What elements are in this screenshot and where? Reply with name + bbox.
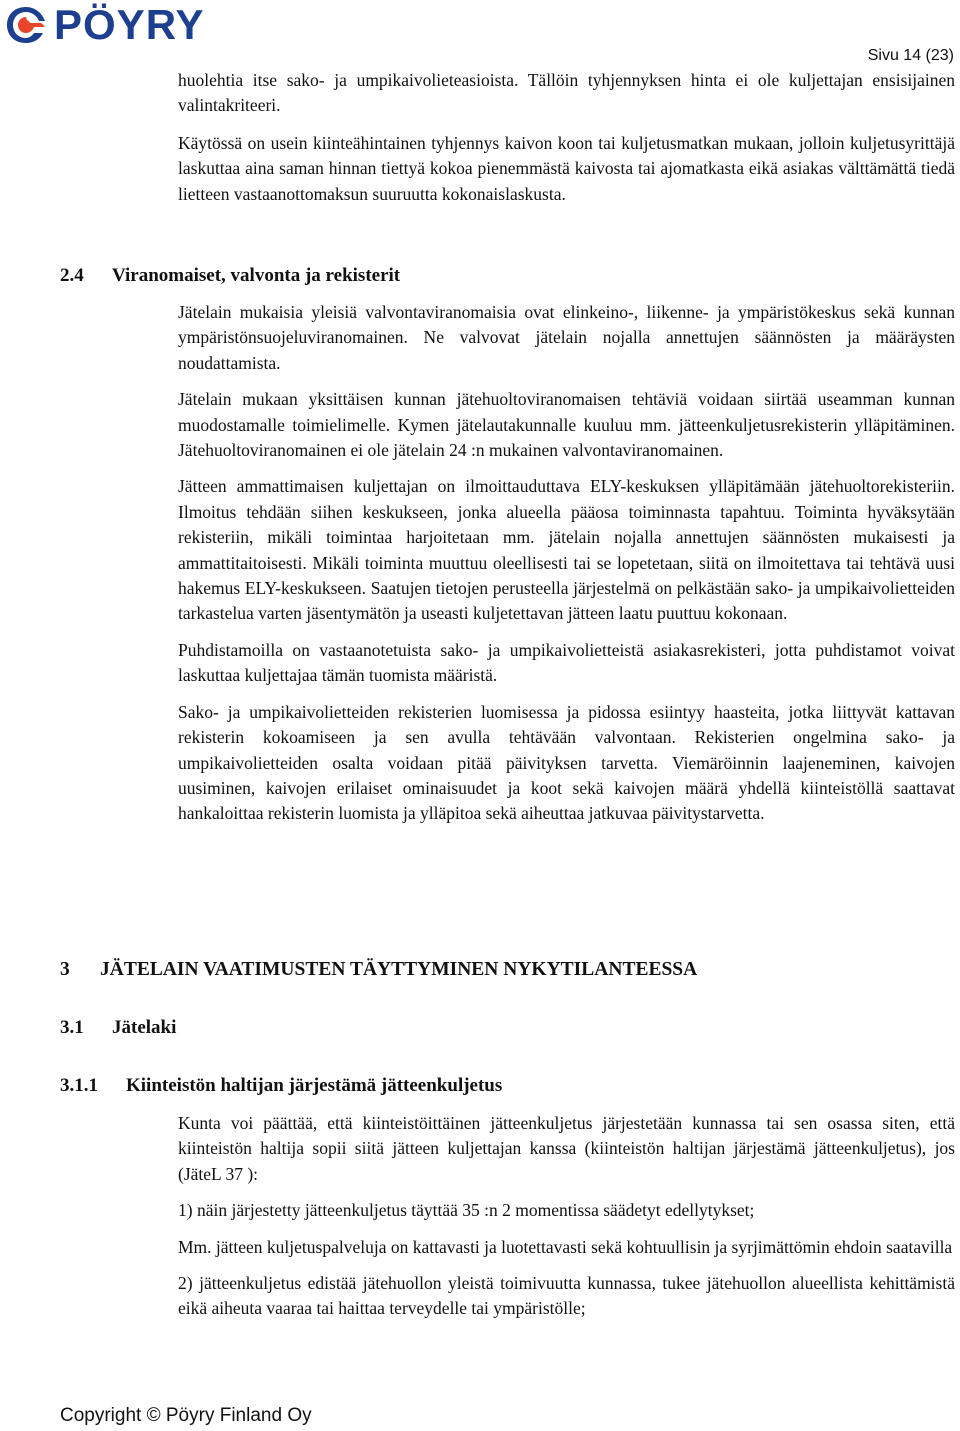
list-item: 2) jätteenkuljetus edistää jätehuollon yleistä toimivuutta kunnassa, tukee jätehuollon alueellista kehittämistä eikä aiheuta vaaraa tai haittaa terveydelle tai ympäristölle; bbox=[178, 1273, 955, 1319]
section-heading-3-1-1 bbox=[60, 1075, 502, 1097]
section-number: 3.1.1 bbox=[60, 1075, 98, 1096]
section-heading-2-4 bbox=[60, 265, 400, 287]
section-title: Kiinteistön haltijan järjestämä jätteenkuljetus bbox=[126, 1075, 503, 1096]
section-3-1-1-body bbox=[178, 1111, 955, 1322]
paragraph: Sako- ja umpikaivolietteiden rekisterien luomisessa ja pidossa esiintyy haasteita, jotka liittyvät kattavan rekisterin kokoamiseen ja sen avulla tehtävään valvontaan. Rekisterien ongelmina sako- ja umpikaivolietteiden osalta voidaan pitää päivityksen tarvetta. Viemäröinnin laajeneminen, kaivojen uusiminen, kaivojen erilaiset ominaisuudet ja koot sekä kaivojen määrä yhdellä kiinteistöllä saattavat hankaloittaa rekisterin luomista ja ylläpitoa sekä aiheuttaa jatkuvaa päivitystarvetta. bbox=[178, 701, 955, 824]
paragraph: Jätelain mukaan yksittäisen kunnan jätehuoltoviranomaisen tehtäviä voidaan siirtää useamman kunnan muodostamalle toimielimelle. Kymen jätelautakunnalle kuuluu mm. jätteenkuljetusrekisterin ylläpitäminen. Jätehuoltoviranomainen ei ole jätelain 24 :n mukainen valvontaviranomainen. bbox=[178, 389, 955, 461]
footer-copyright: Copyright © Pöyry Finland Oy bbox=[60, 1405, 312, 1426]
paragraph: Mm. jätteen kuljetuspalveluja on kattavasti ja luotettavasti sekä kohtuullisin ja syrjimättömin ehdoin saatavilla bbox=[178, 1236, 953, 1257]
section-number: 2.4 bbox=[60, 265, 84, 286]
paragraph: Käytössä on usein kiinteähintainen tyhjennys kaivon koon tai kuljetusmatkan mukaan, jolloin kuljetusyrittäjä laskuttaa aina saman hinnan tiettyä kokoa pienemmästä kaivosta tai ajomatkasta eikä asiakas välttämättä tiedä lietteen vastaanottomaksun suuruutta kokonaislaskusta. bbox=[178, 132, 955, 204]
logo-wordmark: PÖYRY bbox=[54, 1, 205, 48]
paragraph: Kunta voi päättää, että kiinteistöittäinen jätteenkuljetus järjestetään kunnassa tai sen osassa siten, että kiinteistön haltija sopii siitä jätteen kuljettajan kanssa (kiinteistön haltijan järjestämä jätteenkuljetus), jos (JäteL 37 ): bbox=[178, 1113, 955, 1184]
chapter-heading-3 bbox=[60, 959, 697, 981]
intro-text bbox=[178, 68, 955, 207]
section-title: JÄTELAIN VAATIMUSTEN TÄYTTYMINEN NYKYTILANTEESSA bbox=[100, 959, 698, 980]
section-title: Jätelaki bbox=[112, 1017, 177, 1038]
section-number: 3 bbox=[60, 959, 70, 980]
section-number: 3.1 bbox=[60, 1017, 84, 1038]
paragraph: Jätelain mukaisia yleisiä valvontaviranomaisia ovat elinkeino-, liikenne- ja ympäristökeskus sekä kunnan ympäristönsuojeluviranomainen. Ne valvovat jätelain nojalla annettujen säännösten ja määräysten noudattamista. bbox=[178, 302, 955, 373]
paragraph: huolehtia itse sako- ja umpikaivolieteasioista. Tällöin tyhjennyksen hinta ei ole kuljettajan ensisijainen valintakriteeri. bbox=[178, 70, 955, 116]
poyry-swirl-icon bbox=[4, 4, 48, 46]
list-item: 1) näin järjestetty jätteenkuljetus täyttää 35 :n 2 momentissa säädetyt edellytykset; bbox=[178, 1200, 755, 1221]
section-heading-3-1 bbox=[60, 1017, 176, 1039]
section-2-4-body bbox=[178, 300, 955, 827]
paragraph: Jätteen ammattimaisen kuljettajan on ilmoittauduttava ELY-keskuksen ylläpitämään jätehuoltorekisteriin. Ilmoitus tehdään siihen keskukseen, jonka alueella pääosa toiminnasta tapahtuu. Toiminta hyväksytään rekisteriin, mikäli toimintaa harjoitetaan mm. jätelain nojalla annettujen säännösten mukaisesti ja ammattitaitoisesti. Mikäli toiminta muuttuu oleellisesti tai se lopetetaan, siitä on ilmoitettava tai tehtävä uusi hakemus ELY-keskukseen. Saatujen tietojen perusteella järjestelmä on pelkästään sako- ja umpikaivolietteiden tarkastelua varten jäsentymätön ja useasti kuljetettavan jätteen laatu puuttuu kokonaan. bbox=[178, 476, 955, 624]
section-title: Viranomaiset, valvonta ja rekisterit bbox=[112, 265, 401, 286]
company-logo bbox=[4, 1, 205, 48]
page-number: Sivu 14 (23) bbox=[867, 47, 954, 64]
paragraph: Puhdistamoilla on vastaanotetuista sako- ja umpikaivolietteistä asiakasrekisteri, jotta puhdistamot voivat laskuttaa kuljettajaa tämän tuomista määristä. bbox=[178, 639, 955, 686]
